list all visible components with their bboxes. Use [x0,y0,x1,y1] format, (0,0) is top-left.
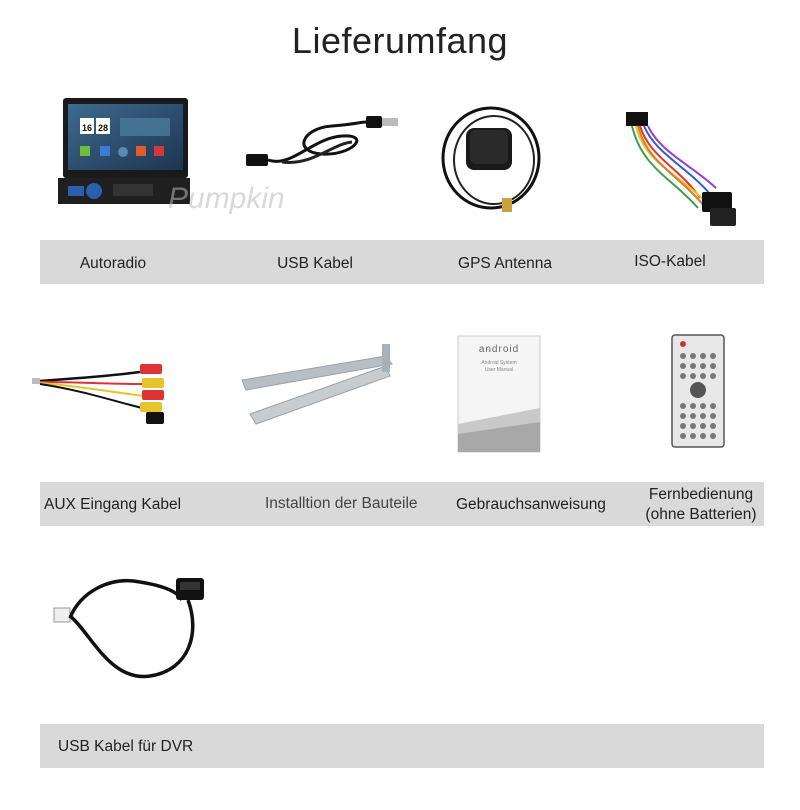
usb-cable-icon [242,108,407,188]
manual-line-1: Android System [481,360,517,366]
aux-cable-icon [30,358,180,428]
item-label-gps-antenna: GPS Antenna [458,255,552,272]
item-label-fernbedienung: Fernbedienung [648,486,754,503]
item-label-ohne-batterien: (ohne Batterien) [645,506,757,523]
item-label-usb-kabel: USB Kabel [277,255,353,272]
clock-hour: 16 [81,123,93,133]
mounting-parts-icon [236,342,396,430]
gps-antenna-icon [436,98,546,218]
manual-line-2: User Manual [484,367,514,373]
manual-icon [456,334,544,456]
item-label-installtion-der-bauteile: Installtion der Bauteile [265,495,418,512]
remote-control-icon [671,334,725,450]
clock-minute: 28 [97,123,109,133]
manual-brand: android [478,344,520,355]
iso-cable-icon [620,108,745,233]
item-label-aux-eingang-kabel: AUX Eingang Kabel [44,496,182,513]
item-label-autoradio: Autoradio [79,255,147,272]
page-title: Lieferumfang [291,20,509,61]
brand-watermark: Pumpkin [168,182,285,215]
item-label-usb-kabel-fur-dvr: USB Kabel für DVR [58,738,194,755]
dvr-usb-cable-icon [50,572,210,687]
item-label-gebrauchsanweisung: Gebrauchsanweisung [456,496,606,513]
item-label-iso-kabel: ISO-Kabel [634,253,706,270]
